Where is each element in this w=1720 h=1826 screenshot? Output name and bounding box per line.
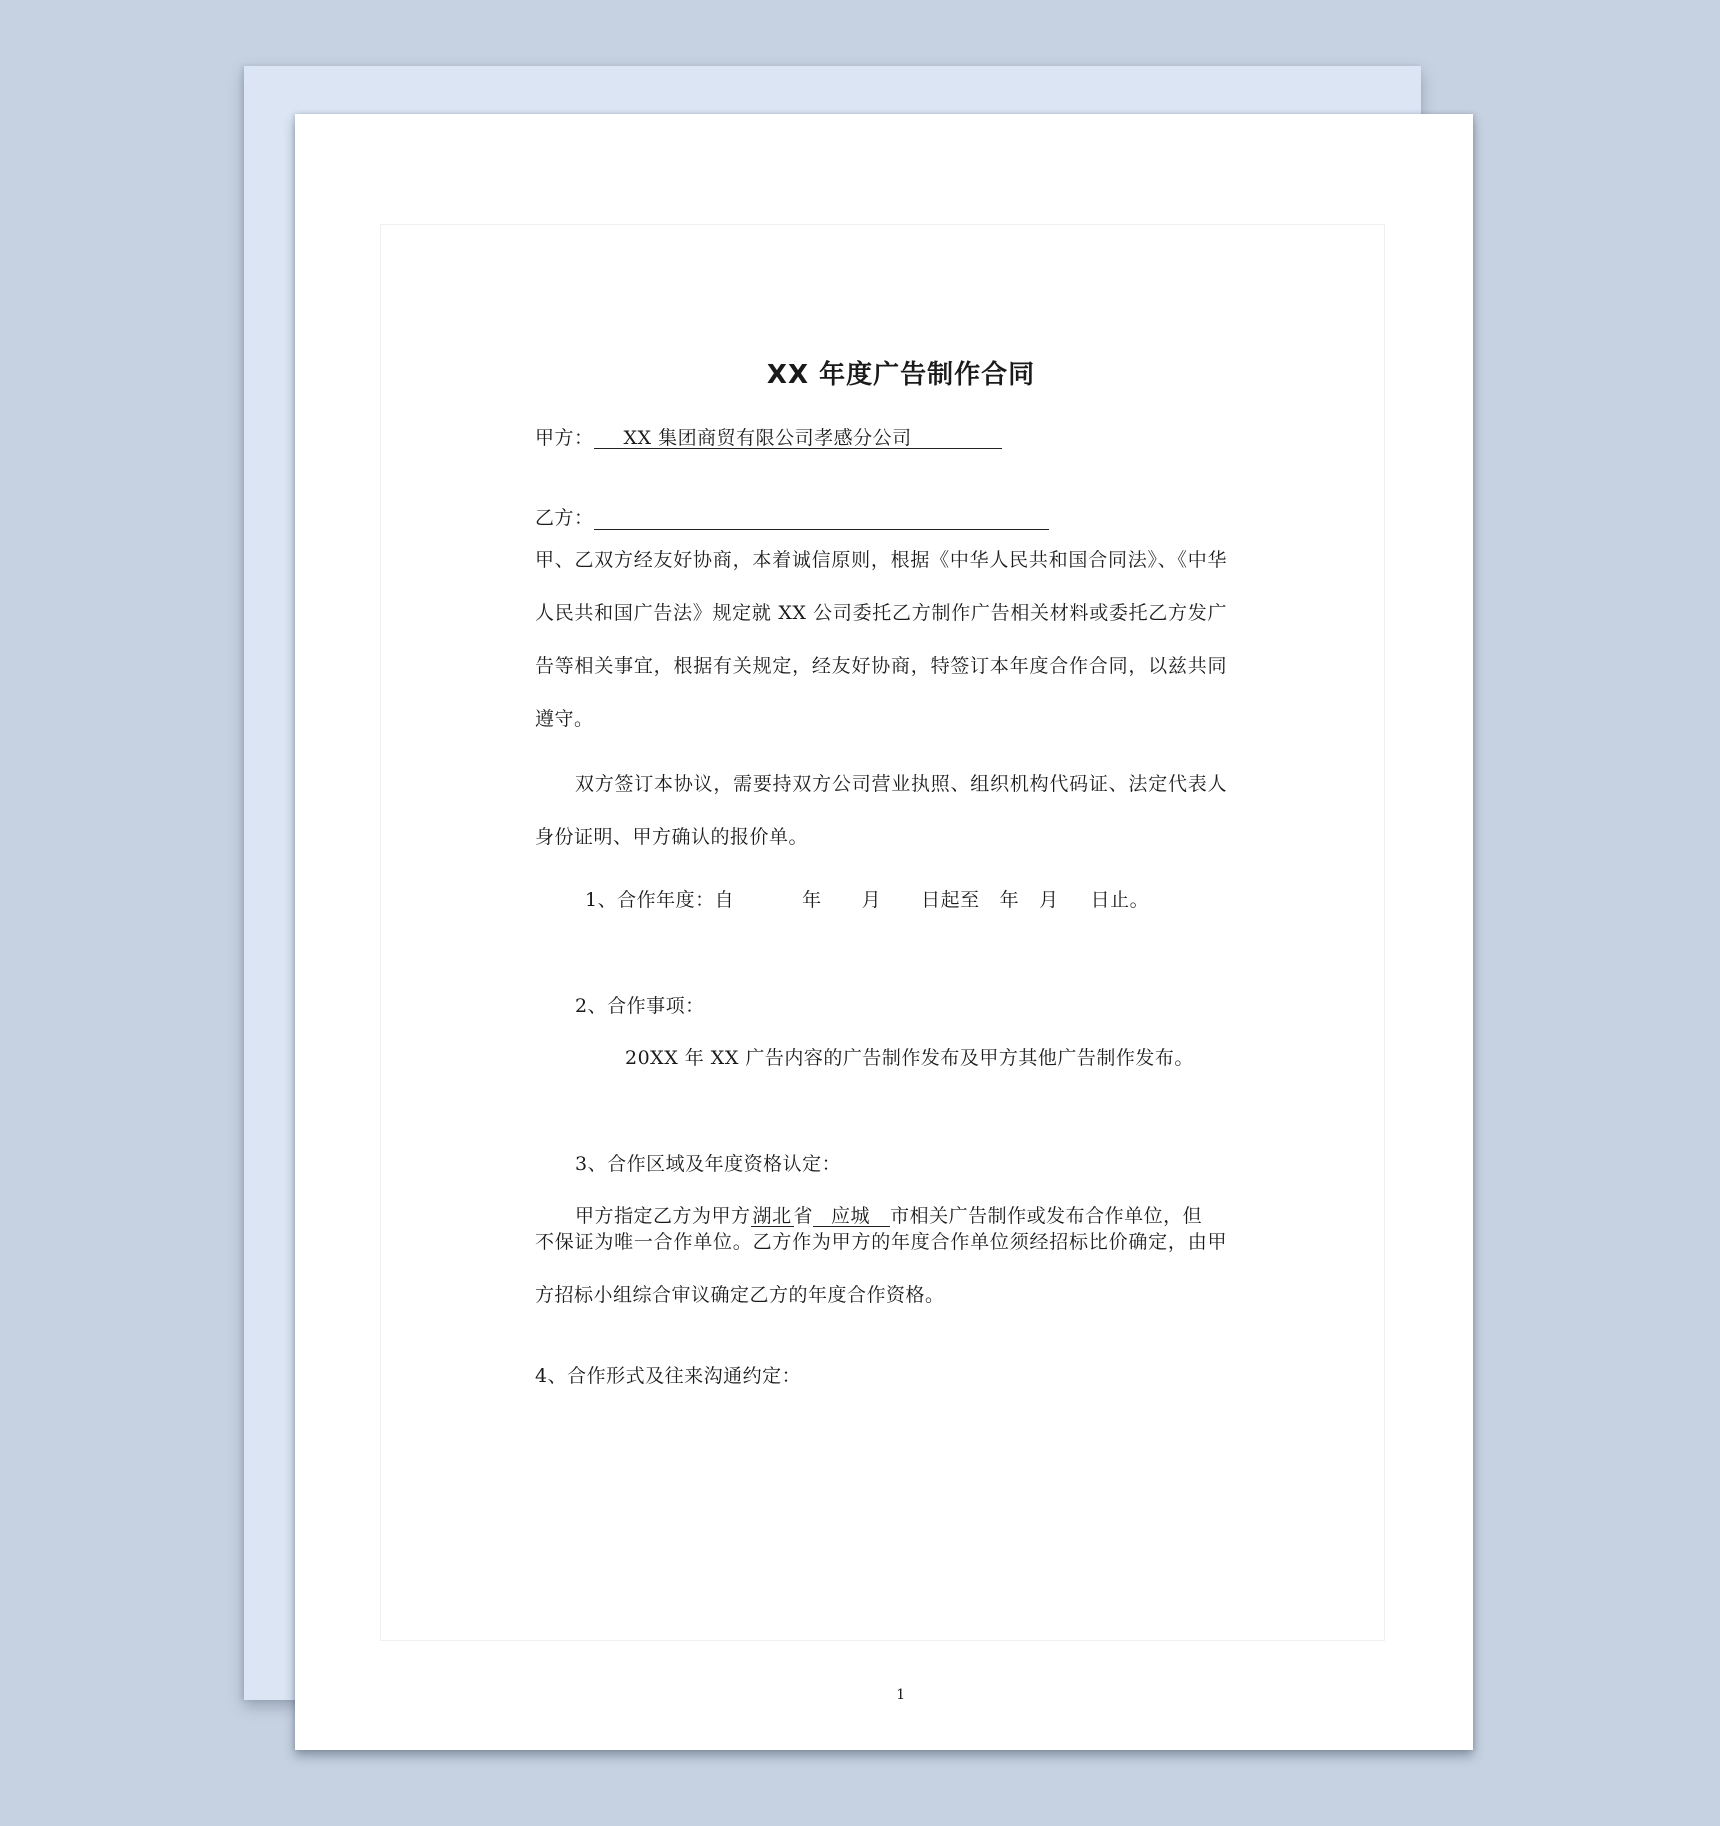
section-4-heading: 4、合作形式及往来沟通约定： — [535, 1365, 802, 1387]
party-a-field[interactable] — [594, 428, 1002, 449]
section-1-cooperation-year — [585, 888, 1149, 912]
requirements-paragraph: 双方签订本协议，需要持双方公司营业执照、组织机构代码证、法定代表人身份证明、甲方确认的报价单。 — [535, 773, 1227, 848]
section-3-body-rest: 不保证为唯一合作单位。乙方作为甲方的年度合作单位须经招标比价确定，由甲方招标小组综合审议确定乙方的年度合作资格。 — [535, 1231, 1227, 1306]
city-suffix: 市相关广告制作或发布合作单位，但 — [890, 1205, 1203, 1227]
page-number: 1 — [896, 1687, 906, 1703]
party-a-value: XX 集团商贸有限公司孝感分公司 — [623, 427, 912, 449]
party-b-field[interactable] — [594, 509, 1049, 530]
party-b-label: 乙方： — [535, 507, 594, 529]
document-title: XX 年度广告制作合同 — [766, 360, 1036, 390]
section-3-prefix: 甲方指定乙方为甲方 — [575, 1205, 751, 1227]
section-1-day-from: 日起至 — [921, 889, 980, 911]
section-2-body: 20XX 年 XX 广告内容的广告制作发布及甲方其他广告制作发布。 — [625, 1047, 1194, 1069]
section-1-month-to: 月 — [1039, 889, 1059, 911]
section-1-year-from: 年 — [802, 889, 822, 911]
section-1-year-to: 年 — [999, 889, 1020, 911]
intro-paragraph: 甲、乙双方经友好协商，本着诚信原则，根据《中华人民共和国合同法》、《中华人民共和国广告法》规定就 XX 公司委托乙方制作广告相关材料或委托乙方发广告等相关事宜，根据有关规定，经友好协商，特签订本年度合作合同，以兹共同遵守。 — [535, 549, 1227, 730]
section-1-label: 1、合作年度：自 — [585, 889, 735, 911]
document-page — [295, 114, 1473, 1750]
province-suffix: 省 — [793, 1205, 814, 1227]
section-1-month-from: 月 — [861, 889, 882, 911]
section-3-heading: 3、合作区域及年度资格认定： — [575, 1153, 842, 1175]
party-b-line — [535, 506, 1049, 530]
section-1-day-to: 日止。 — [1090, 889, 1150, 911]
section-2-heading: 2、合作事项： — [575, 995, 705, 1017]
province-value: 湖北 — [752, 1205, 792, 1227]
party-a-line — [535, 426, 1002, 450]
city-value: 应城 — [831, 1205, 871, 1227]
party-a-label: 甲方： — [535, 427, 594, 449]
